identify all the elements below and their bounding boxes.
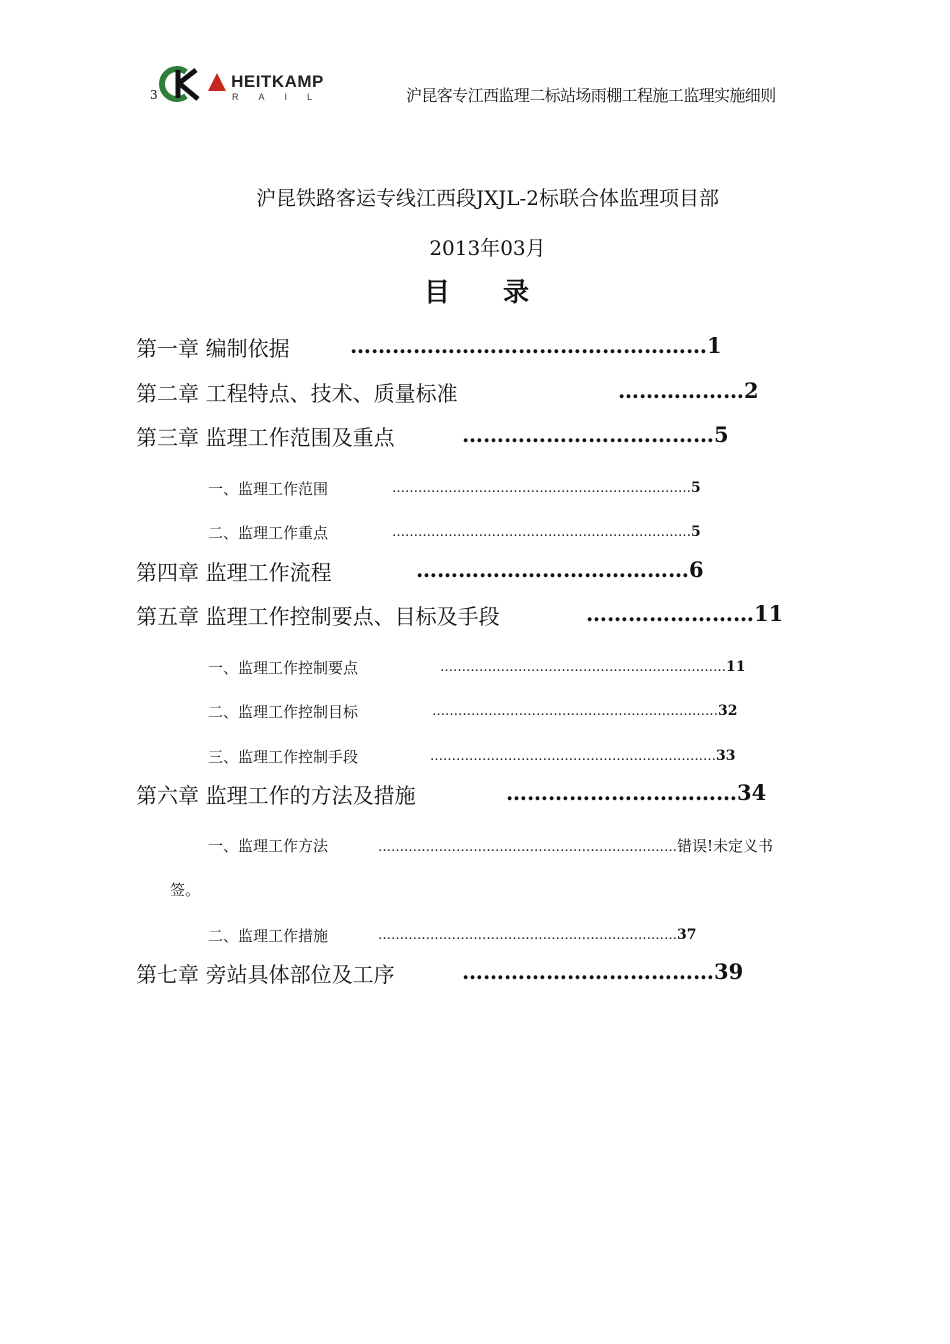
toc-page: 11: [754, 601, 784, 626]
toc-leader: [350, 333, 722, 358]
toc-dots: …………………………………………………………: [440, 660, 726, 675]
toc-dots: ……………………………………………………………: [392, 481, 691, 496]
toc-label: 一、监理工作范围: [208, 480, 329, 498]
toc-entry-chapter-5[interactable]: [136, 601, 500, 631]
toc-dots: ……………………………: [506, 780, 737, 805]
toc-entry-chapter-4[interactable]: [136, 557, 332, 587]
toc-leader: [378, 925, 696, 943]
toc-wrap-text: 签。: [170, 881, 201, 899]
toc-leader: [440, 657, 745, 675]
date-line: 2013年03月: [429, 236, 546, 260]
toc-entry-section-3-2[interactable]: [208, 522, 328, 543]
toc-page: 37: [677, 927, 697, 943]
toc-leader: [586, 601, 783, 626]
toc-page: 34: [737, 780, 767, 805]
toc-label: 三、监理工作控制手段: [208, 748, 359, 766]
toc-entry-section-6-2[interactable]: [208, 925, 328, 946]
toc-leader: [416, 557, 704, 582]
toc-leader: [430, 746, 735, 764]
toc-entry-chapter-2[interactable]: [136, 378, 458, 408]
toc-page: 5: [691, 480, 701, 496]
toc-page: 39: [714, 959, 744, 984]
ck-logo: [156, 66, 202, 102]
heitkamp-logo: [208, 72, 333, 102]
toc-page: 5: [714, 422, 729, 447]
toc-label: 一、监理工作控制要点: [208, 659, 359, 677]
toc-leader: [378, 835, 773, 856]
toc-page: 1: [707, 333, 722, 358]
toc-entry-chapter-7[interactable]: [136, 959, 395, 989]
toc-title: 目 录: [423, 278, 552, 308]
toc-dots: ……………………………………………………………: [378, 840, 677, 855]
toc-page: 5: [691, 524, 701, 540]
toc-label: 第七章 旁站具体部位及工序: [136, 963, 395, 987]
toc-entry-chapter-3[interactable]: [136, 422, 395, 452]
toc-dots: ……………………………………………………………: [392, 525, 691, 540]
org-line: 沪昆铁路客运专线江西段JXJL-2标联合体监理项目部: [255, 186, 720, 210]
toc-label: 第一章 编制依据: [136, 337, 290, 361]
toc-error-text: 错误!未定义书: [677, 837, 774, 855]
toc-dots: ……………………: [586, 601, 754, 626]
toc-entry-section-5-1[interactable]: [208, 657, 358, 678]
toc-page: 33: [716, 748, 736, 764]
heitkamp-rail: RAIL: [232, 92, 333, 102]
toc-leader: [618, 378, 759, 403]
toc-entry-section-6-1[interactable]: [208, 835, 328, 856]
heitkamp-triangle-icon: [208, 73, 226, 91]
toc-dots: ………………………………: [462, 422, 714, 447]
toc-leader: [392, 522, 701, 540]
toc-dots: …………………………………: [416, 557, 689, 582]
toc-leader: [506, 780, 766, 805]
toc-dots: …………………………………………………………: [432, 704, 718, 719]
toc-dots: ……………………………………………………………: [378, 928, 677, 943]
toc-label: 一、监理工作方法: [208, 837, 329, 855]
toc-entry-section-5-2[interactable]: [208, 701, 358, 722]
toc-label: 第三章 监理工作范围及重点: [136, 426, 395, 450]
toc-entry-section-3-1[interactable]: [208, 478, 328, 499]
toc-label: 二、监理工作重点: [208, 524, 329, 542]
toc-dots: ………………………………: [462, 959, 714, 984]
toc-page: 6: [689, 557, 704, 582]
toc-page: 11: [726, 659, 746, 675]
toc-entry-chapter-6[interactable]: [136, 780, 416, 810]
toc-leader: [462, 422, 729, 447]
toc-label: 二、监理工作控制目标: [208, 703, 359, 721]
toc-label: 第四章 监理工作流程: [136, 561, 332, 585]
toc-dots: …………………………………………………………: [430, 749, 716, 764]
toc-page: 32: [718, 703, 738, 719]
toc-label: 第二章 工程特点、技术、质量标准: [136, 382, 458, 406]
toc-entry-chapter-1[interactable]: [136, 333, 290, 363]
toc-leader: [392, 478, 701, 496]
toc-leader: [462, 959, 743, 984]
header-title: 沪昆客专江西监理二标站场雨棚工程施工监理实施细则: [406, 86, 776, 105]
toc-entry-section-5-3[interactable]: [208, 746, 358, 767]
page-number: 3: [150, 88, 158, 102]
toc-label: 第六章 监理工作的方法及措施: [136, 784, 416, 808]
toc-label: 第五章 监理工作控制要点、目标及手段: [136, 605, 500, 629]
toc-label: 二、监理工作措施: [208, 927, 329, 945]
toc-dots: ………………: [618, 378, 744, 403]
toc-dots: ……………………………………………: [350, 333, 707, 358]
toc-leader: [432, 701, 737, 719]
toc-page: 2: [744, 378, 759, 403]
heitkamp-brand: HEITKAMP: [231, 72, 324, 91]
